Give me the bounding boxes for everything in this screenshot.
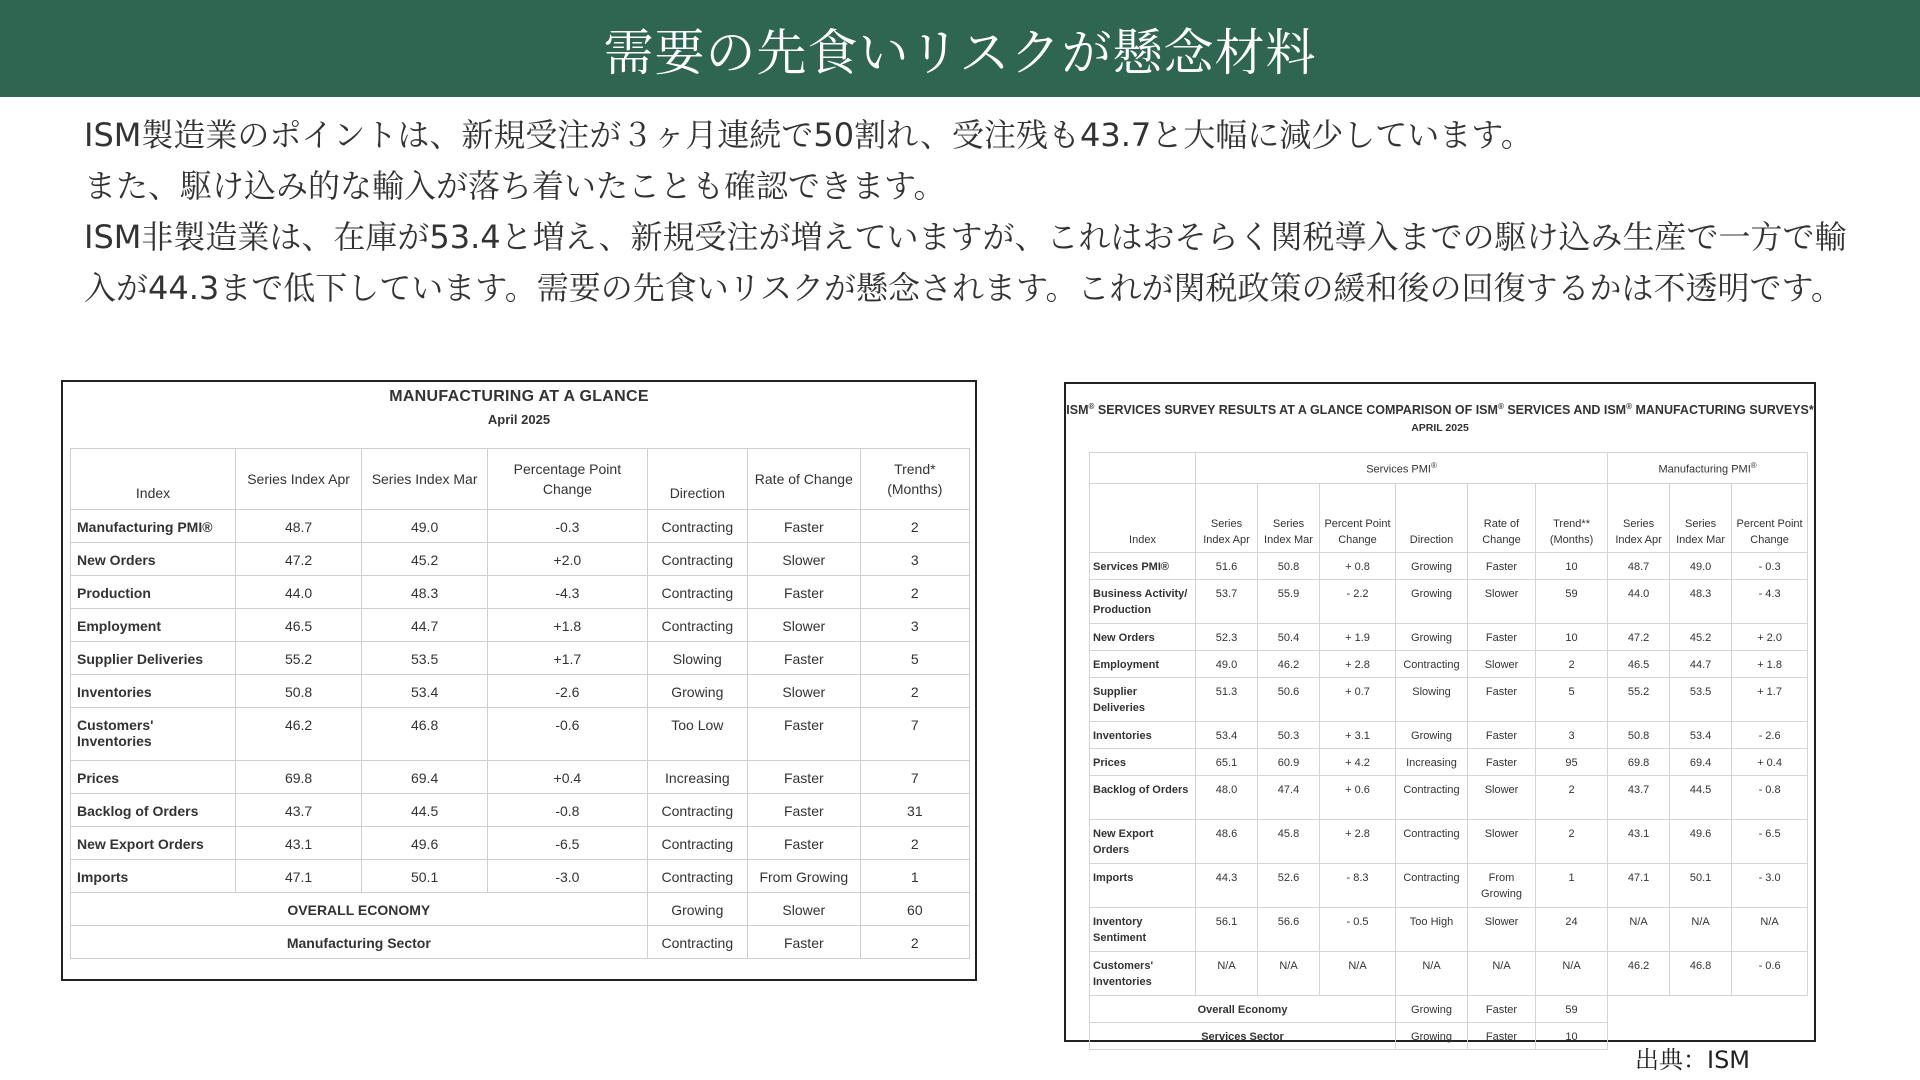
cell-s_chg: + 1.9	[1320, 624, 1396, 651]
cell-apr: 46.2	[236, 708, 362, 761]
svc-group-services: Services PMI®	[1196, 453, 1608, 484]
cell-s_apr: 53.7	[1196, 580, 1258, 624]
cell-direction: Contracting	[647, 543, 747, 576]
cell-s_mar: 45.8	[1258, 820, 1320, 864]
cell-mar: 44.5	[362, 794, 488, 827]
svc-group-blank	[1090, 453, 1196, 484]
table-row	[1090, 678, 1808, 722]
cell-change: +1.7	[488, 642, 648, 675]
cell-apr: 43.1	[236, 827, 362, 860]
cell-dir: Contracting	[1396, 651, 1468, 678]
cell-trend: 95	[1536, 749, 1608, 776]
cell-trend: 3	[860, 543, 969, 576]
summary-text	[84, 110, 1874, 314]
cell-trend: 10	[1536, 553, 1608, 580]
cell-trend: 7	[860, 761, 969, 794]
cell-mar: 50.1	[362, 860, 488, 893]
row-label: Customers' Inventories	[71, 708, 236, 761]
cell-m_mar: 53.4	[1670, 722, 1732, 749]
cell-m_chg: - 0.3	[1732, 553, 1808, 580]
cell-dir: Growing	[1396, 1023, 1468, 1050]
cell-trend: 2	[1536, 820, 1608, 864]
cell-s_mar: 47.4	[1258, 776, 1320, 820]
cell-m_chg: + 2.0	[1732, 624, 1808, 651]
table-row	[1090, 722, 1808, 749]
cell-m_mar: 48.3	[1670, 580, 1732, 624]
row-label: Production	[71, 576, 236, 609]
cell-change: -0.8	[488, 794, 648, 827]
table-row	[71, 794, 970, 827]
cell-direction: Contracting	[647, 576, 747, 609]
cell-m_mar: 44.5	[1670, 776, 1732, 820]
cell-trend: 2	[860, 576, 969, 609]
mfg-header-cell: Trend* (Months)	[860, 449, 969, 510]
table-row	[71, 576, 970, 609]
svc-header-cell: Index	[1090, 484, 1196, 553]
cell-change: +2.0	[488, 543, 648, 576]
cell-m_apr: 50.8	[1608, 722, 1670, 749]
cell-rate: N/A	[1468, 952, 1536, 996]
row-label: Employment	[71, 609, 236, 642]
cell-dir: Growing	[1396, 553, 1468, 580]
mfg-header-cell: Series Index Mar	[362, 449, 488, 510]
cell-m_apr: 43.7	[1608, 776, 1670, 820]
svc-table-subtitle: APRIL 2025	[1411, 422, 1469, 435]
cell-change: -6.5	[488, 827, 648, 860]
cell-direction: Contracting	[647, 510, 747, 543]
row-label: New Orders	[71, 543, 236, 576]
cell-trend: 24	[1536, 908, 1608, 952]
empty-cell	[1732, 996, 1808, 1023]
manufacturing-at-a-glance-panel	[61, 380, 977, 981]
cell-rate: Faster	[1468, 678, 1536, 722]
cell-apr: 69.8	[236, 761, 362, 794]
cell-rate: Faster	[1468, 749, 1536, 776]
cell-m_mar: N/A	[1670, 908, 1732, 952]
cell-s_mar: 56.6	[1258, 908, 1320, 952]
cell-s_apr: 53.4	[1196, 722, 1258, 749]
slide-header	[0, 0, 1920, 97]
cell-direction: Growing	[647, 893, 747, 926]
cell-dir: Growing	[1396, 996, 1468, 1023]
table-row	[1090, 624, 1808, 651]
cell-dir: Contracting	[1396, 864, 1468, 908]
cell-m_apr: 69.8	[1608, 749, 1670, 776]
cell-dir: Contracting	[1396, 776, 1468, 820]
table-row	[1090, 952, 1808, 996]
cell-s_mar: 50.8	[1258, 553, 1320, 580]
cell-apr: 55.2	[236, 642, 362, 675]
row-label: Imports	[71, 860, 236, 893]
cell-trend: 59	[1536, 580, 1608, 624]
cell-s_apr: 44.3	[1196, 864, 1258, 908]
table-row	[71, 642, 970, 675]
cell-trend: 3	[1536, 722, 1608, 749]
cell-trend: 2	[860, 827, 969, 860]
cell-mar: 69.4	[362, 761, 488, 794]
cell-m_mar: 46.8	[1670, 952, 1732, 996]
cell-change: +1.8	[488, 609, 648, 642]
row-label: Inventories	[1090, 722, 1196, 749]
footer-label: Services Sector	[1090, 1023, 1396, 1050]
cell-s_chg: + 2.8	[1320, 820, 1396, 864]
row-label: Inventories	[71, 675, 236, 708]
cell-trend: 10	[1536, 624, 1608, 651]
cell-trend: 60	[860, 893, 969, 926]
row-label: Backlog of Orders	[1090, 776, 1196, 820]
cell-mar: 44.7	[362, 609, 488, 642]
cell-mar: 46.8	[362, 708, 488, 761]
cell-rate: Slower	[1468, 651, 1536, 678]
table-row	[1090, 864, 1808, 908]
cell-dir: Slowing	[1396, 678, 1468, 722]
cell-s_apr: 48.6	[1196, 820, 1258, 864]
cell-trend: 10	[1536, 1023, 1608, 1050]
cell-mar: 45.2	[362, 543, 488, 576]
table-row	[71, 860, 970, 893]
cell-s_chg: - 8.3	[1320, 864, 1396, 908]
cell-dir: Too High	[1396, 908, 1468, 952]
table-row	[1090, 908, 1808, 952]
cell-m_chg: - 2.6	[1732, 722, 1808, 749]
table-row	[71, 708, 970, 761]
cell-s_chg: - 0.5	[1320, 908, 1396, 952]
cell-s_mar: 50.3	[1258, 722, 1320, 749]
cell-s_chg: - 2.2	[1320, 580, 1396, 624]
cell-m_apr: 46.2	[1608, 952, 1670, 996]
row-label: New Export Orders	[71, 827, 236, 860]
cell-m_apr: 48.7	[1608, 553, 1670, 580]
cell-change: -2.6	[488, 675, 648, 708]
svc-header-cell: Series Index Apr	[1196, 484, 1258, 553]
row-label: Imports	[1090, 864, 1196, 908]
row-label: Business Activity/ Production	[1090, 580, 1196, 624]
row-label: Customers' Inventories	[1090, 952, 1196, 996]
cell-m_chg: + 0.4	[1732, 749, 1808, 776]
cell-trend: 7	[860, 708, 969, 761]
cell-m_chg: - 0.6	[1732, 952, 1808, 996]
cell-s_mar: 50.6	[1258, 678, 1320, 722]
cell-m_mar: 69.4	[1670, 749, 1732, 776]
svc-header-cell: Trend** (Months)	[1536, 484, 1608, 553]
cell-m_mar: 53.5	[1670, 678, 1732, 722]
cell-apr: 47.1	[236, 860, 362, 893]
cell-apr: 48.7	[236, 510, 362, 543]
cell-trend: N/A	[1536, 952, 1608, 996]
cell-s_apr: 51.6	[1196, 553, 1258, 580]
mfg-header-cell: Series Index Apr	[236, 449, 362, 510]
cell-rate: Faster	[1468, 1023, 1536, 1050]
cell-rate: Faster	[1468, 553, 1536, 580]
mfg-header-cell: Direction	[647, 449, 747, 510]
cell-mar: 49.0	[362, 510, 488, 543]
cell-trend: 5	[1536, 678, 1608, 722]
table-row	[1090, 749, 1808, 776]
row-label: Employment	[1090, 651, 1196, 678]
mfg-header-cell: Percentage Point Change	[488, 449, 648, 510]
table-footer-row	[1090, 996, 1808, 1023]
services-at-a-glance-panel	[1064, 382, 1816, 1042]
cell-rate: Faster	[748, 926, 861, 959]
cell-m_chg: N/A	[1732, 908, 1808, 952]
footer-label: Manufacturing Sector	[71, 926, 648, 959]
table-footer-row	[71, 893, 970, 926]
cell-s_apr: N/A	[1196, 952, 1258, 996]
cell-m_apr: 47.1	[1608, 864, 1670, 908]
cell-rate: Faster	[1468, 624, 1536, 651]
cell-trend: 1	[1536, 864, 1608, 908]
cell-trend: 3	[860, 609, 969, 642]
svc-header-cell: Rate of Change	[1468, 484, 1536, 553]
summary-paragraph: ISM製造業のポイントは、新規受注が３ヶ月連続で50割れ、受注残も43.7と大幅に減少しています。	[84, 116, 1533, 154]
cell-rate: Slower	[1468, 776, 1536, 820]
mfg-header-row	[71, 449, 970, 510]
cell-direction: Slowing	[647, 642, 747, 675]
cell-rate: Slower	[748, 543, 861, 576]
cell-rate: Slower	[748, 675, 861, 708]
row-label: New Export Orders	[1090, 820, 1196, 864]
empty-cell	[1608, 996, 1670, 1023]
cell-m_chg: + 1.8	[1732, 651, 1808, 678]
svc-header-cell: Percent Point Change	[1732, 484, 1808, 553]
cell-direction: Increasing	[647, 761, 747, 794]
cell-m_mar: 49.6	[1670, 820, 1732, 864]
cell-s_chg: + 4.2	[1320, 749, 1396, 776]
cell-dir: Contracting	[1396, 820, 1468, 864]
row-label: Inventory Sentiment	[1090, 908, 1196, 952]
row-label: Services PMI®	[1090, 553, 1196, 580]
cell-rate: Faster	[748, 708, 861, 761]
row-label: Supplier Deliveries	[1090, 678, 1196, 722]
svc-header-cell: Percent Point Change	[1320, 484, 1396, 553]
cell-rate: Faster	[748, 510, 861, 543]
cell-rate: Faster	[748, 827, 861, 860]
cell-direction: Contracting	[647, 794, 747, 827]
cell-change: +0.4	[488, 761, 648, 794]
cell-m_chg: - 3.0	[1732, 864, 1808, 908]
table-row	[71, 827, 970, 860]
cell-m_mar: 50.1	[1670, 864, 1732, 908]
source-note: 出典：ISM	[1635, 1046, 1751, 1074]
empty-cell	[1670, 996, 1732, 1023]
cell-change: -3.0	[488, 860, 648, 893]
table-row	[71, 510, 970, 543]
cell-s_chg: + 0.8	[1320, 553, 1396, 580]
cell-rate: Slower	[1468, 580, 1536, 624]
cell-s_mar: 46.2	[1258, 651, 1320, 678]
cell-m_apr: N/A	[1608, 908, 1670, 952]
cell-rate: Slower	[1468, 908, 1536, 952]
svc-header-cell: Series Index Mar	[1258, 484, 1320, 553]
cell-m_mar: 49.0	[1670, 553, 1732, 580]
svc-table-title: ISM® SERVICES SURVEY RESULTS AT A GLANCE COMPARISON OF ISM® SERVICES AND ISM® MANUFACTURING SURVEYS*	[1066, 402, 1814, 418]
cell-trend: 1	[860, 860, 969, 893]
cell-m_mar: 44.7	[1670, 651, 1732, 678]
footer-label: OVERALL ECONOMY	[71, 893, 648, 926]
cell-m_apr: 55.2	[1608, 678, 1670, 722]
cell-s_chg: + 2.8	[1320, 651, 1396, 678]
table-row	[71, 761, 970, 794]
cell-s_mar: 55.9	[1258, 580, 1320, 624]
table-row	[71, 543, 970, 576]
cell-s_mar: 60.9	[1258, 749, 1320, 776]
cell-direction: Contracting	[647, 609, 747, 642]
cell-m_apr: 47.2	[1608, 624, 1670, 651]
cell-s_mar: N/A	[1258, 952, 1320, 996]
cell-dir: Increasing	[1396, 749, 1468, 776]
row-label: Backlog of Orders	[71, 794, 236, 827]
table-row	[71, 609, 970, 642]
cell-change: -0.3	[488, 510, 648, 543]
cell-dir: Growing	[1396, 580, 1468, 624]
cell-rate: Faster	[1468, 996, 1536, 1023]
cell-rate: Faster	[748, 642, 861, 675]
cell-apr: 47.2	[236, 543, 362, 576]
cell-s_apr: 48.0	[1196, 776, 1258, 820]
table-row	[1090, 776, 1808, 820]
row-label: New Orders	[1090, 624, 1196, 651]
cell-rate: From Growing	[1468, 864, 1536, 908]
cell-direction: Contracting	[647, 860, 747, 893]
cell-rate: Slower	[748, 609, 861, 642]
cell-change: -0.6	[488, 708, 648, 761]
cell-direction: Contracting	[647, 827, 747, 860]
cell-m_chg: - 0.8	[1732, 776, 1808, 820]
cell-s_chg: N/A	[1320, 952, 1396, 996]
cell-change: -4.3	[488, 576, 648, 609]
mfg-header-cell: Rate of Change	[748, 449, 861, 510]
cell-trend: 5	[860, 642, 969, 675]
cell-s_apr: 49.0	[1196, 651, 1258, 678]
cell-s_chg: + 0.7	[1320, 678, 1396, 722]
table-row	[1090, 820, 1808, 864]
svc-header-cell: Series Index Apr	[1608, 484, 1670, 553]
row-label: Prices	[1090, 749, 1196, 776]
mfg-table-subtitle: April 2025	[487, 412, 551, 427]
cell-apr: 46.5	[236, 609, 362, 642]
cell-rate: Slower	[748, 893, 861, 926]
cell-s_apr: 51.3	[1196, 678, 1258, 722]
cell-trend: 31	[860, 794, 969, 827]
cell-apr: 44.0	[236, 576, 362, 609]
cell-s_mar: 52.6	[1258, 864, 1320, 908]
mfg-table	[70, 448, 970, 959]
cell-direction: Too Low	[647, 708, 747, 761]
cell-m_chg: + 1.7	[1732, 678, 1808, 722]
cell-dir: Growing	[1396, 722, 1468, 749]
cell-trend: 2	[1536, 776, 1608, 820]
cell-trend: 2	[1536, 651, 1608, 678]
cell-apr: 43.7	[236, 794, 362, 827]
table-row	[71, 675, 970, 708]
cell-mar: 49.6	[362, 827, 488, 860]
cell-s_apr: 52.3	[1196, 624, 1258, 651]
cell-trend: 2	[860, 926, 969, 959]
summary-paragraph: ISM非製造業は、在庫が53.4と増え、新規受注が増えていますが、これはおそらく関税導入までの駆け込み生産で一方で輸入が44.3まで低下しています。需要の先食いリスクが懸念されます。これが関税政策の緩和後の回復するかは不透明です。	[84, 218, 1847, 307]
cell-m_apr: 44.0	[1608, 580, 1670, 624]
table-footer-row	[71, 926, 970, 959]
cell-rate: Slower	[1468, 820, 1536, 864]
cell-rate: Faster	[748, 576, 861, 609]
mfg-table-title: MANUFACTURING AT A GLANCE	[389, 388, 649, 405]
cell-rate: From Growing	[748, 860, 861, 893]
svc-header-cell: Series Index Mar	[1670, 484, 1732, 553]
cell-dir: N/A	[1396, 952, 1468, 996]
cell-s_apr: 65.1	[1196, 749, 1258, 776]
svc-table	[1089, 452, 1808, 1050]
svc-group-manufacturing: Manufacturing PMI®	[1608, 453, 1808, 484]
footer-label: Overall Economy	[1090, 996, 1396, 1023]
cell-m_mar: 45.2	[1670, 624, 1732, 651]
mfg-header-cell: Index	[71, 449, 236, 510]
table-row	[1090, 580, 1808, 624]
row-label: Prices	[71, 761, 236, 794]
cell-trend: 59	[1536, 996, 1608, 1023]
cell-direction: Contracting	[647, 926, 747, 959]
cell-apr: 50.8	[236, 675, 362, 708]
svc-group-row	[1090, 453, 1808, 484]
table-row	[1090, 553, 1808, 580]
cell-s_chg: + 3.1	[1320, 722, 1396, 749]
cell-rate: Faster	[748, 761, 861, 794]
cell-s_mar: 50.4	[1258, 624, 1320, 651]
cell-mar: 53.5	[362, 642, 488, 675]
row-label: Supplier Deliveries	[71, 642, 236, 675]
slide-title: 需要の先食いリスクが懸念材料	[603, 23, 1317, 82]
cell-mar: 48.3	[362, 576, 488, 609]
svc-header-cell: Direction	[1396, 484, 1468, 553]
cell-rate: Faster	[748, 794, 861, 827]
cell-m_chg: - 4.3	[1732, 580, 1808, 624]
cell-m_apr: 46.5	[1608, 651, 1670, 678]
summary-paragraph: また、駆け込み的な輸入が落ち着いたことも確認できます。	[84, 167, 946, 205]
cell-mar: 53.4	[362, 675, 488, 708]
cell-s_chg: + 0.6	[1320, 776, 1396, 820]
table-row	[1090, 651, 1808, 678]
mfg-table-body	[71, 510, 970, 959]
cell-direction: Growing	[647, 675, 747, 708]
cell-s_apr: 56.1	[1196, 908, 1258, 952]
cell-m_chg: - 6.5	[1732, 820, 1808, 864]
cell-rate: Faster	[1468, 722, 1536, 749]
cell-dir: Growing	[1396, 624, 1468, 651]
cell-trend: 2	[860, 675, 969, 708]
cell-m_apr: 43.1	[1608, 820, 1670, 864]
svc-table-body	[1090, 553, 1808, 1050]
row-label: Manufacturing PMI®	[71, 510, 236, 543]
cell-trend: 2	[860, 510, 969, 543]
svc-header-row	[1090, 484, 1808, 553]
